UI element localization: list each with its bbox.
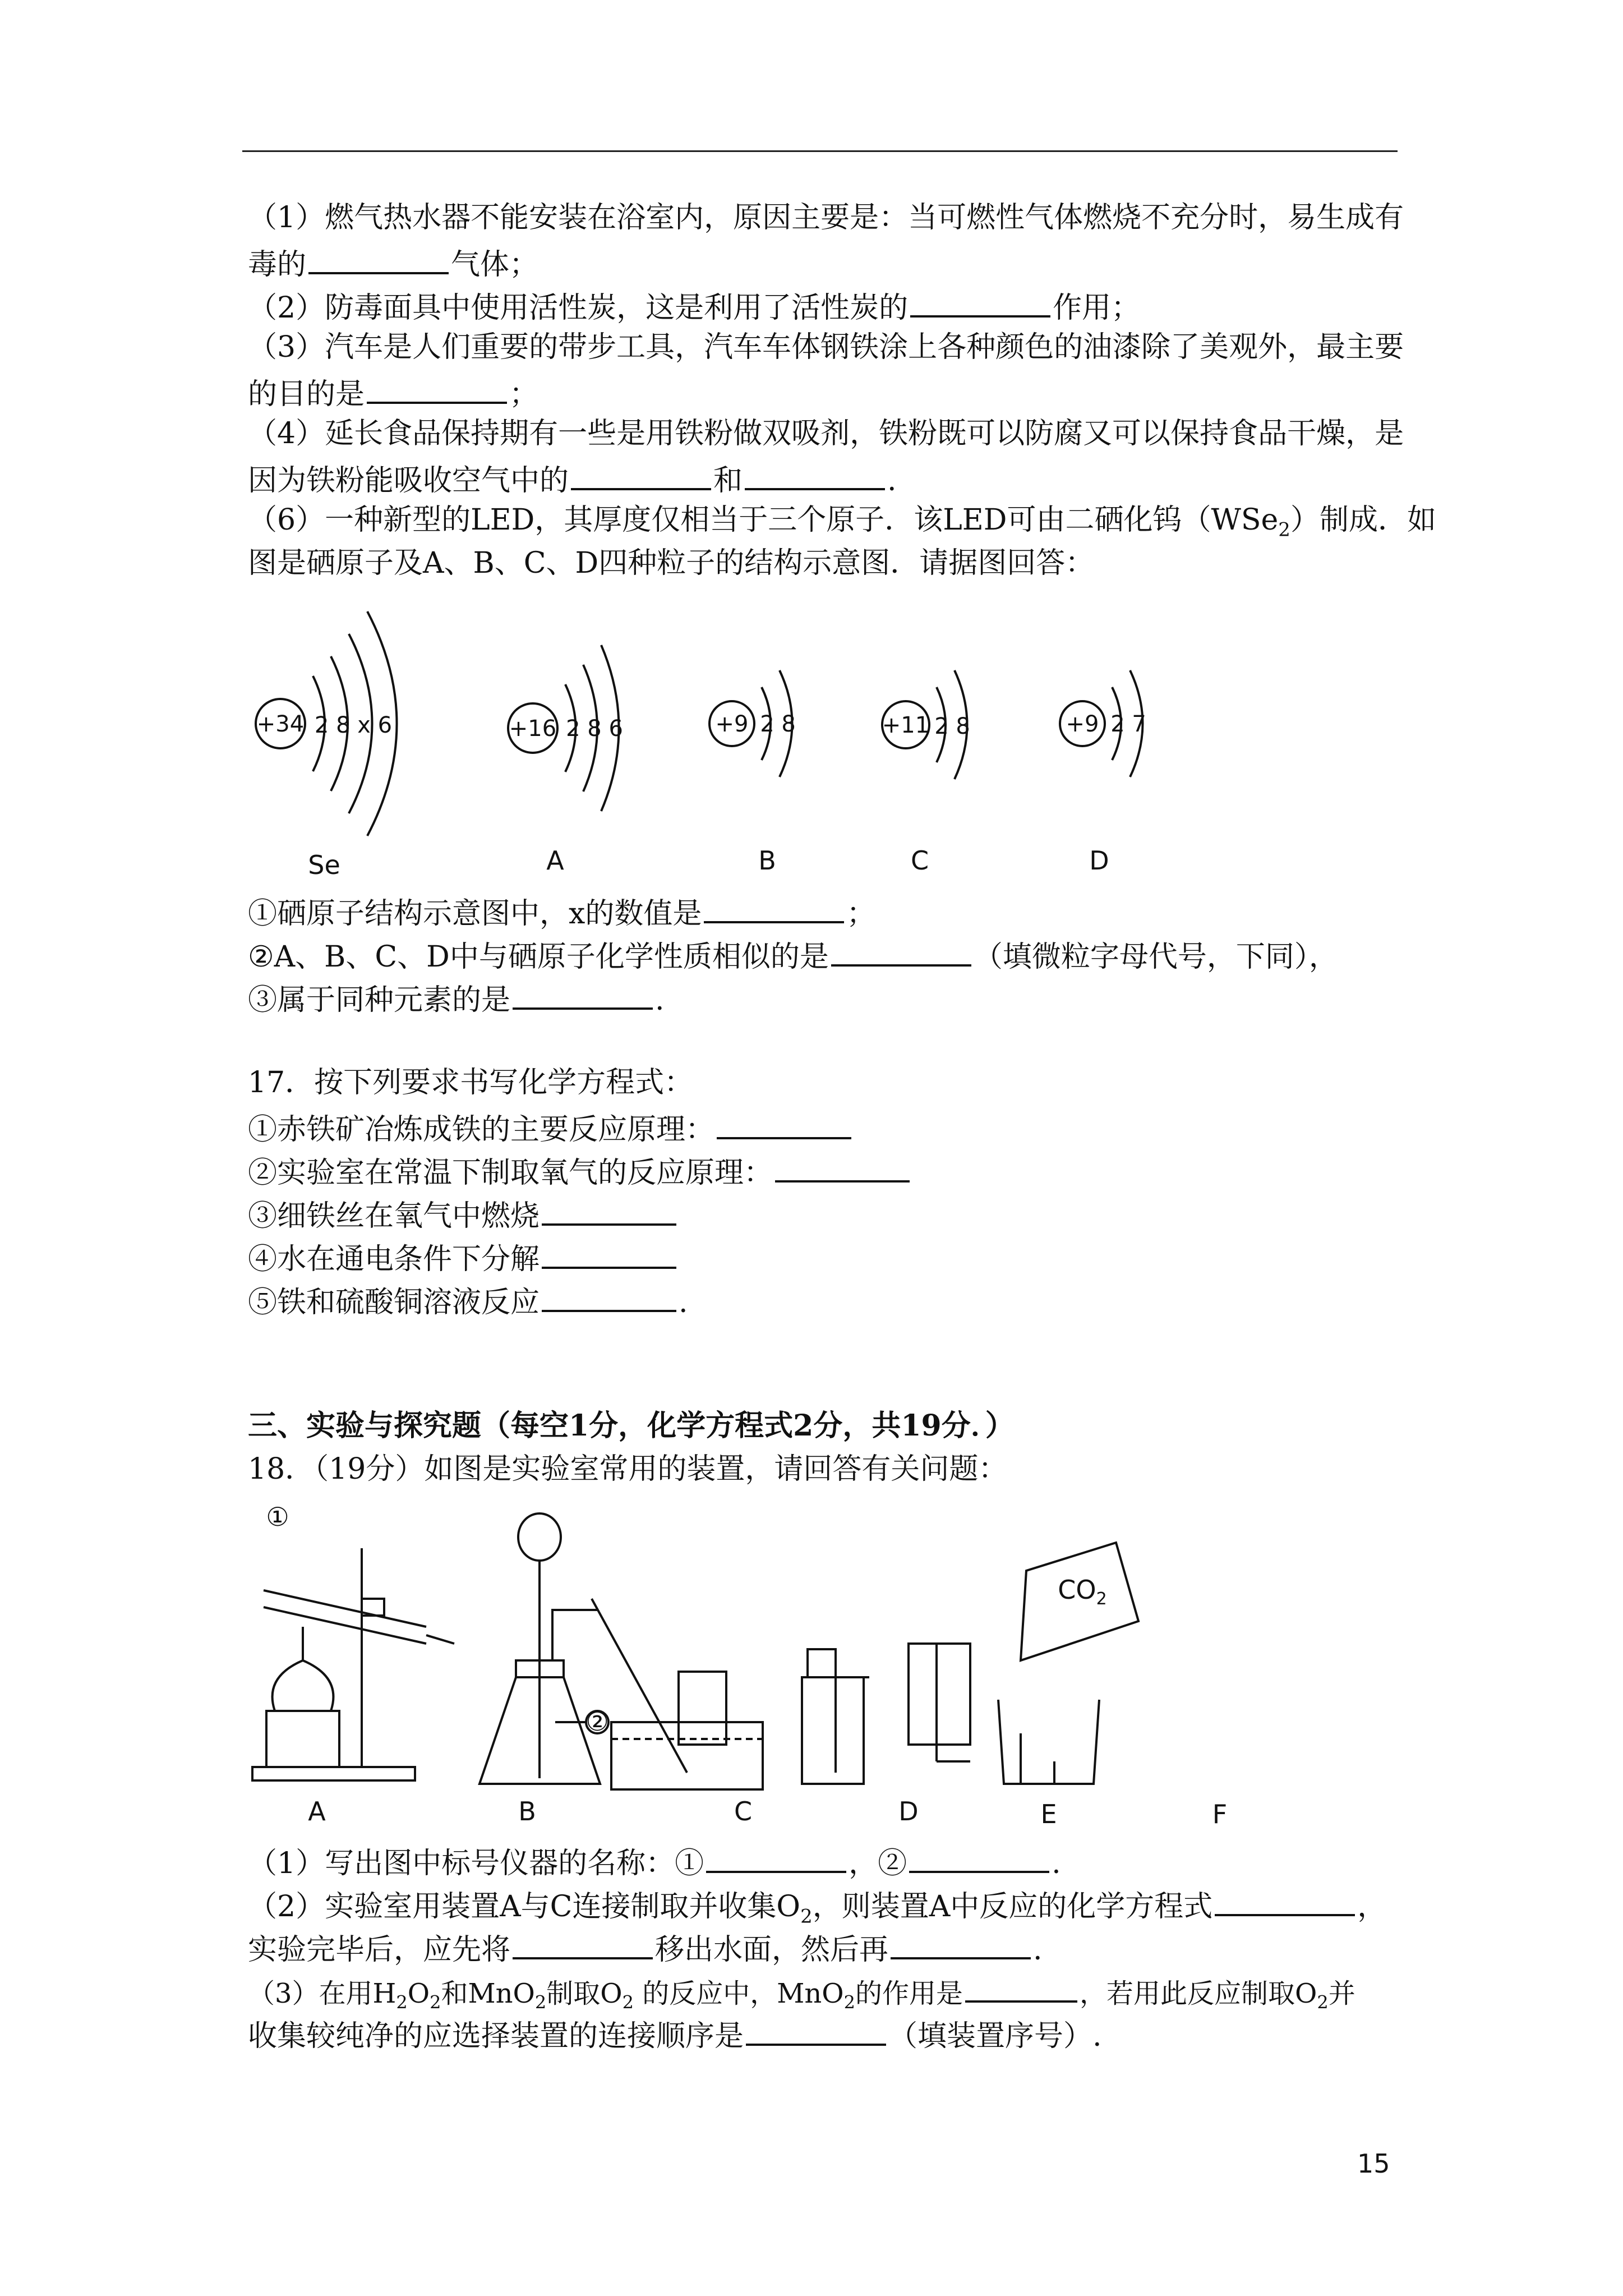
- answer-blank[interactable]: [542, 1195, 676, 1226]
- bottle-e: [909, 1644, 970, 1745]
- header-rule: [242, 150, 1398, 152]
- q17-item-2: ②实验室在常温下制取氧气的反应原理：: [248, 1152, 912, 1190]
- q16-sub-3: ③属于同种元素的是 .: [248, 979, 665, 1017]
- gas-jar: [679, 1672, 726, 1745]
- q16-sub-2: ②A、B、C、D中与硒原子化学性质相似的是 （填微粒字母代号，下同），: [248, 936, 1338, 974]
- q18-sub-3a: （3）在用$H_2O_2$和MnO$_2$制取$O_2$ 的反应中，MnO$_2$的作用是 ，若用此反应制取$O_2$并: [248, 1972, 1355, 2019]
- atom-structure-figure: [241, 589, 1195, 892]
- q16-line-2: 毒的 气体；: [248, 244, 538, 282]
- answer-blank[interactable]: [542, 1282, 676, 1312]
- long-tube-d: [808, 1649, 836, 1773]
- answer-blank[interactable]: [513, 979, 653, 1010]
- answer-blank[interactable]: [513, 1929, 653, 1959]
- apparatus-label-c: C: [734, 1796, 753, 1826]
- beaker-f: [998, 1700, 1099, 1784]
- page-number: 15: [1357, 2148, 1390, 2179]
- a-electron-counts: 2 8 6: [566, 716, 623, 742]
- answer-blank[interactable]: [831, 936, 971, 967]
- section-heading: 三、实验与探究题（每空1分，化学方程式2分，共19分．）: [248, 1409, 1015, 1443]
- d-label: D: [1089, 845, 1109, 876]
- bottle-d: [802, 1677, 864, 1784]
- answer-blank[interactable]: [746, 2016, 886, 2046]
- test-tube-bottom: [264, 1607, 426, 1644]
- q17-item-1: ①赤铁矿冶炼成铁的主要反应原理：: [248, 1109, 854, 1147]
- d-electron-counts: 2 7: [1110, 711, 1146, 737]
- apparatus-label-a: A: [308, 1796, 326, 1826]
- q18-sub-3b: 收集较纯净的应选择装置的连接顺序是 （填装置序号）.: [248, 2016, 1102, 2053]
- q16-sub-1: ①硒原子结构示意图中，x的数值是 ；: [248, 893, 875, 931]
- q18-title: 18．（19分）如图是实验室常用的装置，请回答有关问题：: [248, 1452, 1008, 1486]
- lab-apparatus-figure: [241, 1492, 1408, 1829]
- answer-blank[interactable]: [717, 1109, 851, 1139]
- c-label: C: [910, 845, 929, 876]
- answer-blank[interactable]: [706, 1843, 846, 1873]
- se-electron-counts: 2 8 x 6: [314, 712, 393, 738]
- apparatus-label-e: E: [1040, 1799, 1057, 1829]
- b-label: B: [758, 845, 776, 876]
- answer-blank[interactable]: [965, 1972, 1077, 2003]
- answer-blank[interactable]: [745, 460, 885, 490]
- q16-line-1: （1）燃气热水器不能安装在浴室内，原因主要是：当可燃性气体燃烧不充分时，易生成有: [248, 201, 1404, 234]
- alcohol-lamp: [273, 1660, 334, 1711]
- delivery-tube: [426, 1635, 454, 1644]
- answer-blank[interactable]: [367, 374, 507, 404]
- wood-block: [266, 1711, 339, 1767]
- q17-title: 17．按下列要求书写化学方程式：: [248, 1066, 694, 1099]
- test-tube-top: [264, 1590, 426, 1627]
- answer-blank[interactable]: [571, 460, 711, 490]
- apparatus-label-f: F: [1212, 1799, 1228, 1829]
- answer-blank[interactable]: [542, 1239, 676, 1269]
- c-electron-counts: 2 8: [934, 714, 970, 739]
- water-trough: [611, 1722, 763, 1789]
- q17-item-3: ③细铁丝在氧气中燃烧: [248, 1195, 679, 1233]
- q16-line-8: （6）一种新型的LED，其厚度仅相当于三个原子．该LED可由二硒化钨（WSe$_2$）制成．如: [248, 503, 1436, 541]
- b-nucleus-charge: +9: [715, 711, 749, 737]
- q16-line-6: （4）延长食品保持期有一些是用铁粉做双吸剂，铁粉既可以防腐又可以保持食品干燥，是: [248, 417, 1404, 450]
- q18-sub-2a: （2）实验室用装置A与C连接制取并收集$O_2$，则装置A中反应的化学方程式 ，: [248, 1886, 1386, 1933]
- answer-blank[interactable]: [308, 244, 449, 274]
- answer-blank[interactable]: [1215, 1886, 1355, 1916]
- q17-item-4: ④水在通电条件下分解: [248, 1239, 679, 1276]
- thistle-funnel-bulb: [518, 1513, 561, 1561]
- q17-item-5: ⑤铁和硫酸铜溶液反应 .: [248, 1282, 688, 1319]
- q16-line-5: 的目的是 ；: [248, 374, 538, 411]
- q18-sub-2b: 实验完毕后，应先将 移出水面，然后再 .: [248, 1929, 1043, 1967]
- answer-blank[interactable]: [775, 1152, 910, 1182]
- apparatus-label-d: D: [898, 1796, 919, 1826]
- apparatus-label-b: B: [518, 1796, 536, 1826]
- d-nucleus-charge: +9: [1066, 711, 1099, 737]
- c-nucleus-charge: +11: [882, 712, 930, 738]
- q16-line-7: 因为铁粉能吸收空气中的 和 .: [248, 460, 897, 498]
- q16-line-3: （2）防毒面具中使用活性炭，这是利用了活性炭的 作用；: [248, 287, 1140, 325]
- se-label: Se: [308, 850, 340, 880]
- answer-blank[interactable]: [891, 1929, 1031, 1959]
- answer-blank[interactable]: [910, 287, 1050, 318]
- b-electron-counts: 2 8: [760, 711, 796, 737]
- flask-outlet-tube: [552, 1610, 597, 1660]
- a-nucleus-charge: +16: [509, 716, 557, 742]
- q18-sub-1: （1）写出图中标号仪器的名称：① ，② .: [248, 1843, 1061, 1880]
- answer-blank[interactable]: [909, 1843, 1049, 1873]
- answer-blank[interactable]: [704, 893, 844, 923]
- se-nucleus-charge: +34: [256, 711, 305, 737]
- a-label: A: [546, 845, 564, 876]
- q16-line-9: 图是硒原子及A、B、C、D四种粒子的结构示意图．请据图回答：: [248, 546, 1095, 580]
- co2-label: $CO_2$: [1058, 1575, 1107, 1609]
- q16-line-4: （3）汽车是人们重要的带步工具，汽车车体钢铁涂上各种颜色的油漆除了美观外，最主要: [248, 330, 1404, 364]
- delivery-tube-c: [592, 1599, 687, 1773]
- marker-1: ①: [266, 1502, 289, 1532]
- marker-2: ②: [585, 1706, 609, 1737]
- stand-base: [252, 1767, 415, 1780]
